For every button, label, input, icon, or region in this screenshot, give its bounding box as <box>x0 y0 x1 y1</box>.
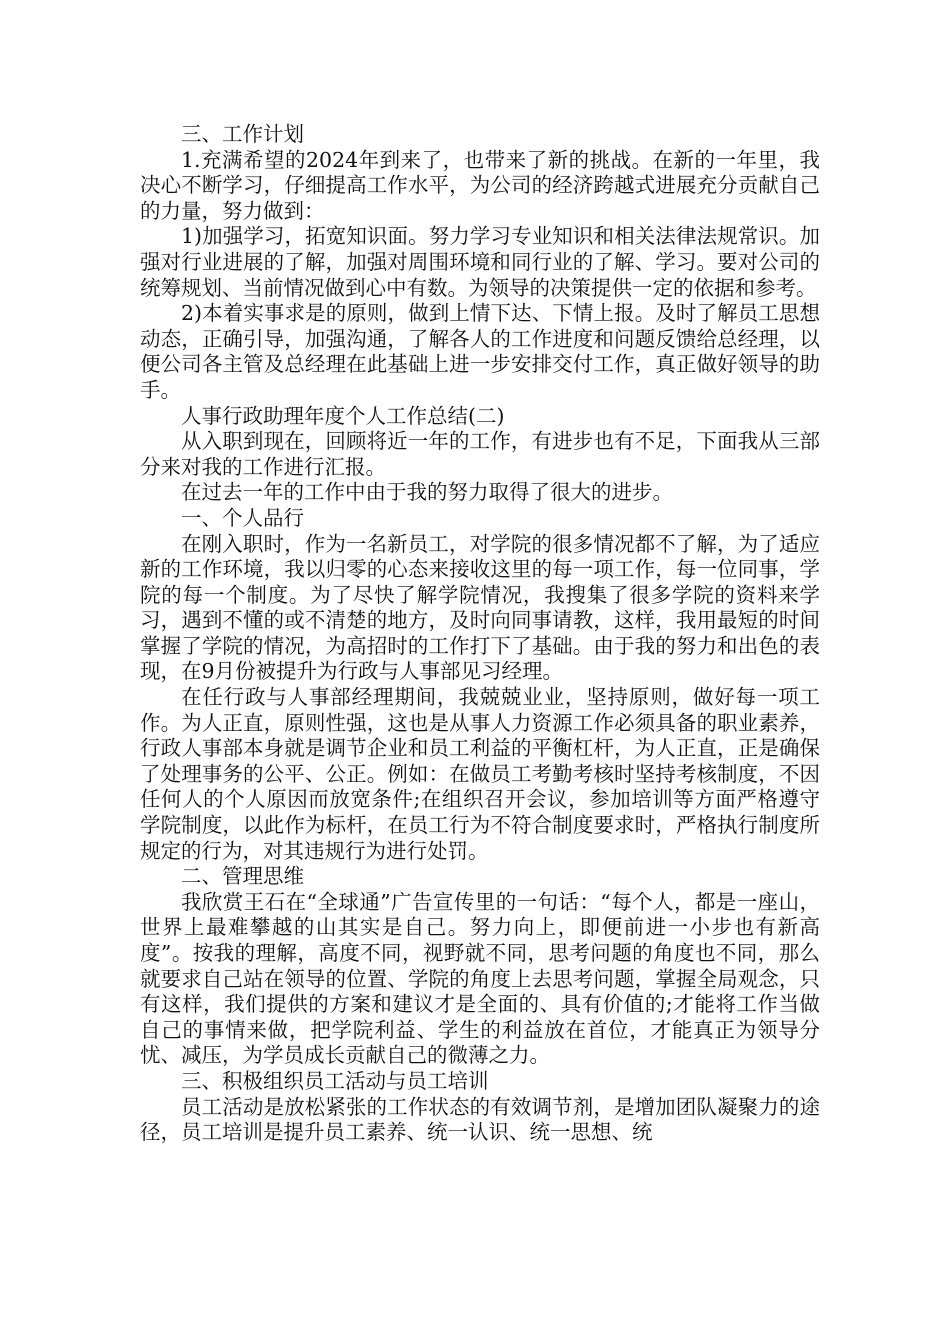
paragraph: 1.充满希望的2024年到来了，也带来了新的挑战。在新的一年里，我决心不断学习，仔细提高工作水平，为公司的经济跨越式进展充分贡献自己的力量，努力做到： <box>140 147 820 223</box>
paragraph: 在任行政与人事部经理期间，我兢兢业业，坚持原则，做好每一项工作。为人正直，原则性强，这也是从事人力资源工作必须具备的职业素养，行政人事部本身就是调节企业和员工利益的平衡杠杆，为人正直，正是确保了处理事务的公平、公正。例如：在做员工考勤考核时坚持考核制度，不因任何人的个人原因而放宽条件;在组织召开会议，参加培训等方面严格遵守学院制度，以此作为标杆，在员工行为不符合制度要求时，严格执行制度所规定的行为，对其违规行为进行处罚。 <box>140 685 820 863</box>
section-heading-staff-activities: 三、积极组织员工活动与员工培训 <box>181 1068 489 1093</box>
paragraph: 在刚入职时，作为一名新员工，对学院的很多情况都不了解，为了适应新的工作环境，我以归零的心态来接收这里的每一项工作，每一位同事，学院的每一个制度。为了尽快了解学院情况，我搜集了很多学院的资料来学习，遇到不懂的或不清楚的地方，及时向同事请教，这样，我用最短的时间掌握了学院的情况，为高招时的工作打下了基础。由于我的努力和出色的表现，在9月份被提升为行政与人事部见习经理。 <box>140 531 820 684</box>
paragraph: 员工活动是放松紧张的工作状态的有效调节剂，是增加团队凝聚力的途径，员工培训是提升员工素养、统一认识、统一思想、统 <box>140 1094 820 1145</box>
section-heading-work-plan: 三、工作计划 <box>181 122 304 146</box>
section-heading-management-thinking: 二、管理思维 <box>181 864 304 889</box>
paragraph: 在过去一年的工作中由于我的努力取得了很大的进步。 <box>181 480 673 505</box>
paragraph: 1)加强学习，拓宽知识面。努力学习专业知识和相关法律法规常识。加强对行业进展的了解，加强对周围环境和同行业的了解、学习。要对公司的统筹规划、当前情况做到心中有数。为领导的决策提供一定的依据和参考。 <box>140 224 820 300</box>
paragraph: 我欣赏王石在“全球通”广告宣传里的一句话：“每个人，都是一座山，世界上最难攀越的山其实是自己。努力向上，即便前进一小步也有新高度”。按我的理解，高度不同，视野就不同，思考问题的角度也不同，那么就要求自己站在领导的位置、学院的角度上去思考问题，掌握全局观念，只有这样，我们提供的方案和建议才是全面的、具有价值的;才能将工作当做自己的事情来做，把学院利益、学生的利益放在首位，才能真正为领导分忧、减压，为学员成长贡献自己的微薄之力。 <box>140 889 820 1068</box>
document-body <box>140 122 820 1146</box>
paragraph: 从入职到现在，回顾将近一年的工作，有进步也有不足，下面我从三部分来对我的工作进行汇报。 <box>140 429 820 479</box>
document-subtitle: 人事行政助理年度个人工作总结(二) <box>181 403 505 428</box>
paragraph: 2)本着实事求是的原则，做到上情下达、下情上报。及时了解员工思想动态，正确引导，加强沟通，了解各人的工作进度和问题反馈给总经理，以便公司各主管及总经理在此基础上进一步安排交付工作，真正做好领导的助手。 <box>140 301 820 402</box>
section-heading-personal-conduct: 一、个人品行 <box>181 505 304 530</box>
